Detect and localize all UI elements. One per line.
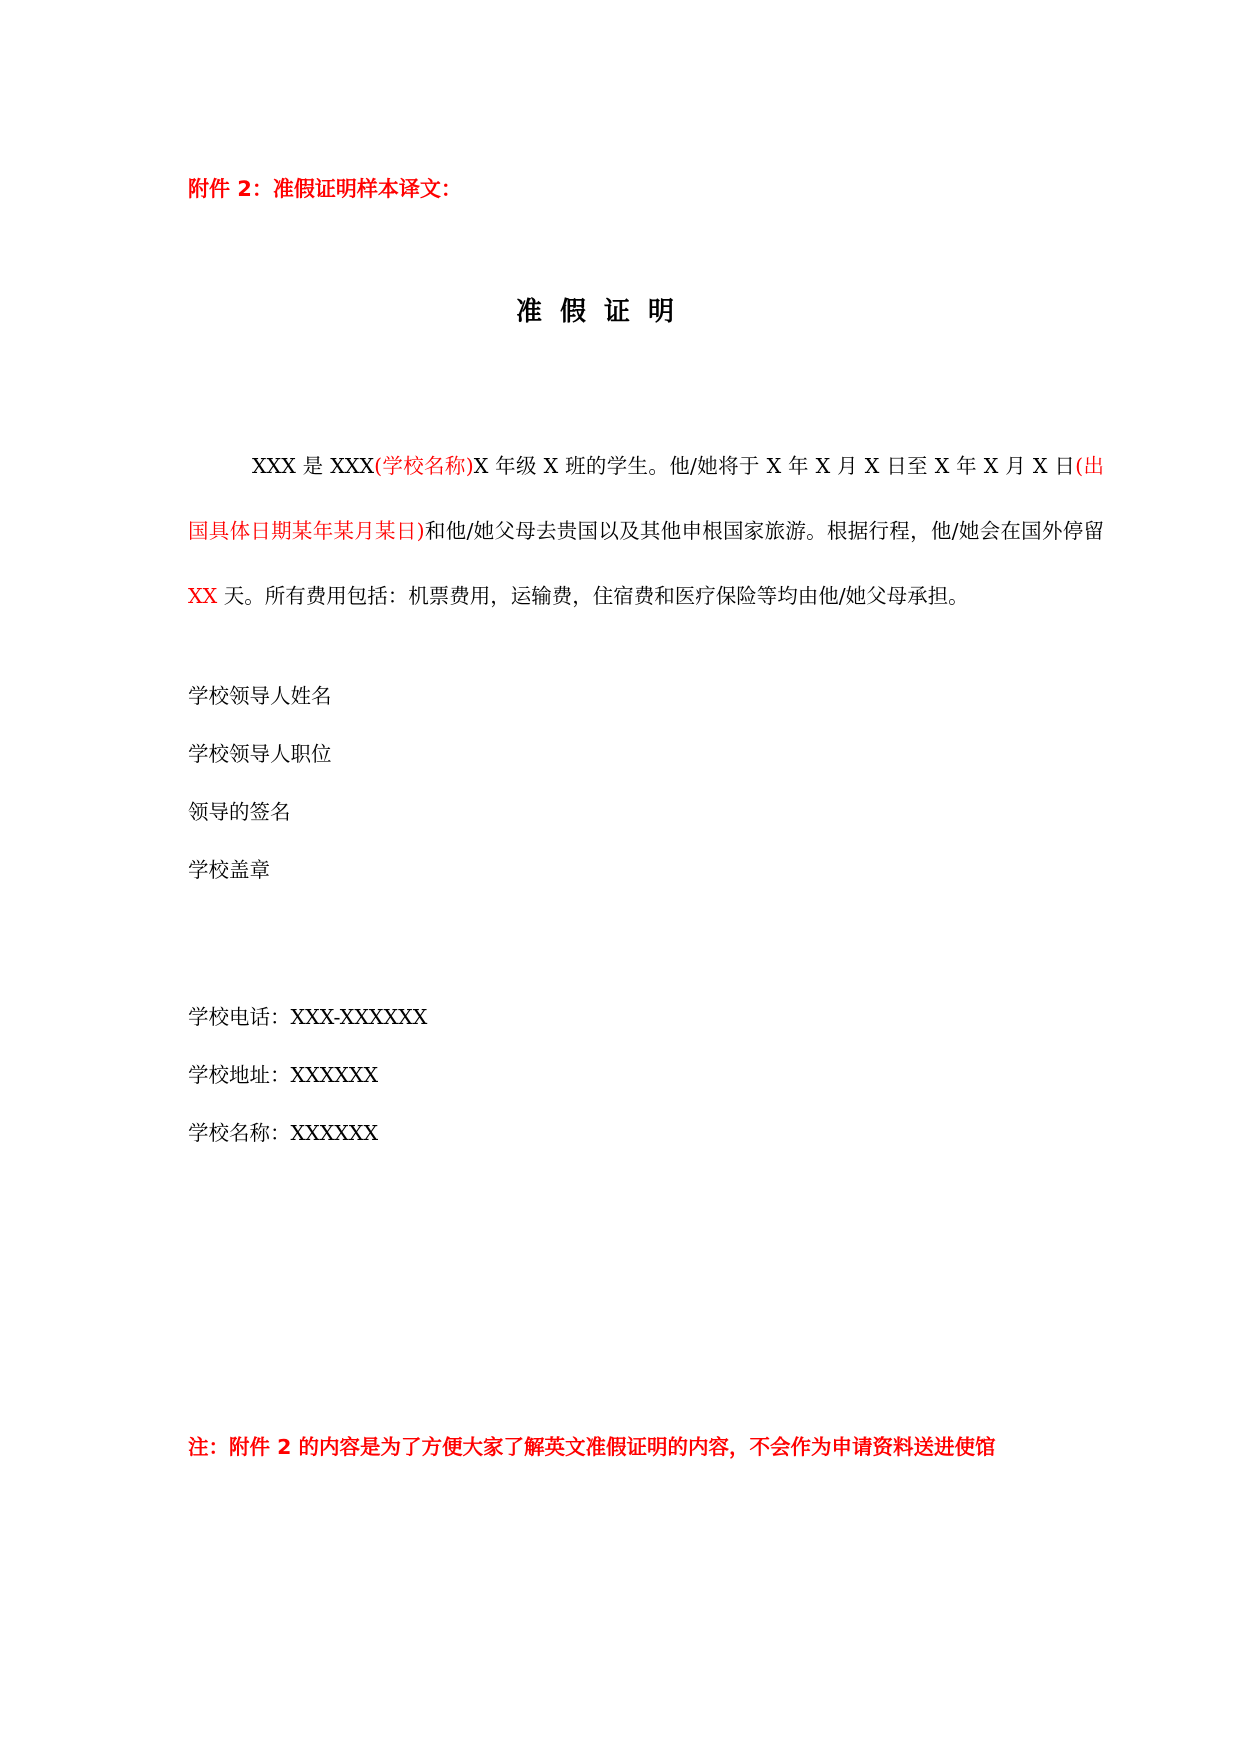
body-text-travel: 和他/她父母去贵国以及其他申根国家旅游。根据行程，他/她会在国外停留	[424, 519, 1105, 543]
body-text-expenses: 天。所有费用包括：机票费用，运输费，住宿费和医疗保险等均由他/她父母承担。	[217, 584, 969, 608]
body-text-student: XXX 是 XXX	[252, 454, 375, 478]
school-name-line: 学校名称：XXXXXX	[188, 1121, 379, 1145]
placeholder-school-name: (学校名称)	[374, 454, 474, 478]
body-text-grade-dates: X 年级 X 班的学生。他/她将于 X 年 X 月 X 日至 X 年 X 月 X 日	[473, 454, 1076, 478]
leader-name-line: 学校领导人姓名	[188, 684, 332, 708]
footnote: 注：附件 2 的内容是为了方便大家了解英文准假证明的内容，不会作为申请资料送进使馆	[188, 1435, 996, 1459]
placeholder-days: XX	[188, 584, 218, 608]
leader-signature-line: 领导的签名	[188, 800, 291, 824]
school-seal-line: 学校盖章	[188, 858, 270, 882]
certificate-body-paragraph	[188, 434, 1104, 629]
school-address-line: 学校地址：XXXXXX	[188, 1063, 379, 1087]
leader-position-line: 学校领导人职位	[188, 742, 332, 766]
placeholder-departure-date: (出国具体日期某年某月某日)	[188, 454, 1104, 543]
school-phone-line: 学校电话：XXX-XXXXXX	[188, 1005, 428, 1029]
document-title: 准假证明	[515, 297, 692, 327]
attachment-heading: 附件 2：准假证明样本译文：	[188, 177, 462, 201]
